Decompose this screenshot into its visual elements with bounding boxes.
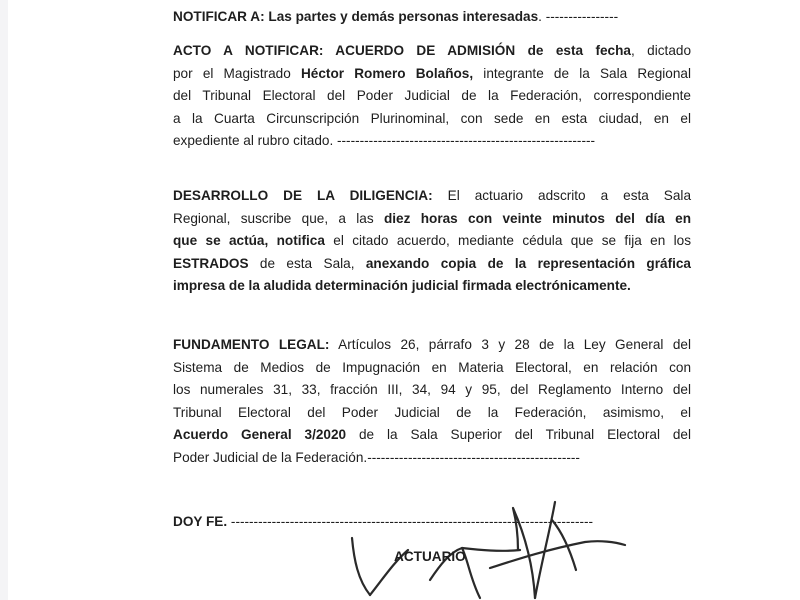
signer-title: ACTUARIO: [394, 549, 466, 564]
diligence-line-5: impresa de la aludida determinación judicial firmada electrónicamente.: [173, 278, 631, 293]
estrados-label: ESTRADOS: [173, 255, 249, 271]
act-text-line-2b: integrante de la Sala Regional: [473, 65, 691, 81]
act-text-line-4: a la Cuarta Circunscripción Plurinominal, con sede en esta ciudad, en el: [173, 110, 691, 126]
act-to-notify-paragraph: [173, 40, 691, 153]
diligence-line-2a: Regional, suscribe que, a las: [173, 210, 384, 226]
attestation-label: DOY FE.: [173, 514, 228, 529]
act-text-line-5: expediente al rubro citado: [173, 133, 330, 148]
legal-basis-heading: FUNDAMENTO LEGAL:: [173, 337, 330, 352]
diligence-line-1: El actuario adscrito a esta Sala: [432, 188, 692, 203]
diligence-paragraph: [173, 185, 691, 298]
legal-line-5: de la Sala Superior del Tribunal Electoral del: [346, 427, 691, 442]
legal-line-6: Poder Judicial de la Federación.-----------------------------------------------: [173, 449, 580, 465]
notify-to-paragraph: [173, 6, 691, 29]
legal-basis-paragraph: [173, 334, 691, 469]
legal-line-2: Sistema de Medios de Impugnación en Materia Electoral, en relación con: [173, 359, 691, 375]
magistrate-name: Héctor Romero Bolaños,: [300, 65, 474, 81]
legal-line-3: los numerales 31, 33, fracción III, 34, 94 y 95, del Reglamento Interno del: [173, 382, 691, 397]
diligence-line-3-bold: que se actúa, notifica: [173, 233, 325, 248]
general-agreement-ref: Acuerdo General 3/2020: [173, 427, 347, 442]
diligence-line-4-bold: anexando copia de la representación gráfica: [365, 255, 691, 271]
page-left-margin: [0, 0, 8, 600]
attestation-dashes: --------------------------------------------------------------------------------: [227, 514, 594, 529]
diligence-time: diez horas con veinte minutos del día en: [383, 210, 691, 226]
diligence-line-3: el citado acuerdo, mediante cédula que se fija en los: [324, 233, 691, 248]
diligence-line-4: de esta Sala,: [248, 255, 366, 271]
handwritten-signature: [330, 490, 630, 600]
act-text-line-2a: por el Magistrado: [173, 65, 301, 81]
legal-line-1: Artículos 26, párrafo 3 y 28 de la Ley General del: [329, 337, 691, 352]
act-text-line-3: del Tribunal Electoral del Poder Judicial de la Federación, correspondiente: [173, 88, 691, 103]
act-text-line-1: , dictado: [630, 43, 691, 58]
notify-to-label: NOTIFICAR A: Las partes y demás personas interesadas: [173, 9, 539, 24]
act-to-notify-heading: ACTO A NOTIFICAR: ACUERDO DE ADMISIÓN de esta fecha: [173, 43, 631, 58]
diligence-heading: DESARROLLO DE LA DILIGENCIA:: [173, 188, 433, 203]
legal-line-4: Tribunal Electoral del Poder Judicial de la Federación, asimismo, el: [173, 404, 691, 420]
notify-to-dashes: . ----------------: [538, 9, 619, 24]
act-dashes: . ---------------------------------------------------------: [329, 133, 596, 148]
